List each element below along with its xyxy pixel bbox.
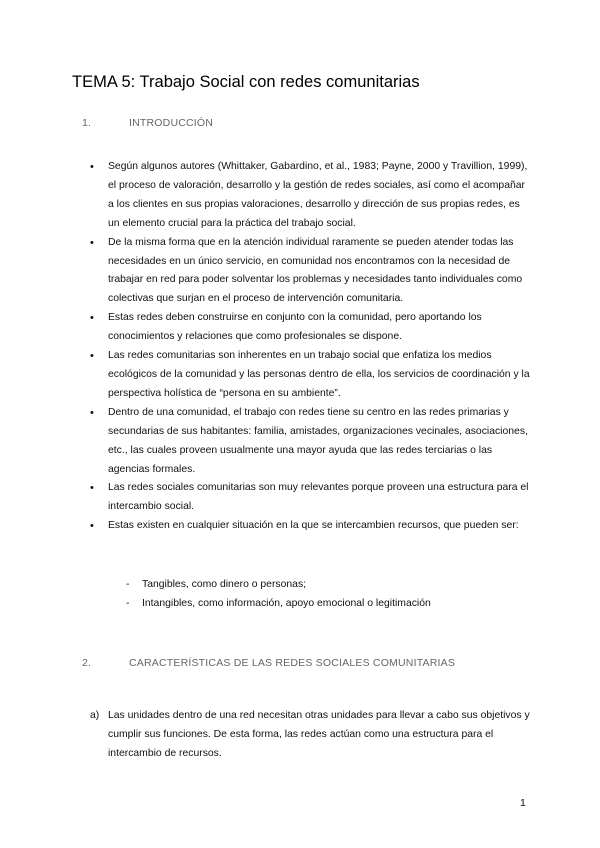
section-heading-introduccion [82,117,213,129]
section-number: 2. [82,657,92,669]
page-title: TEMA 5: Trabajo Social con redes comunitarias [72,73,420,91]
list-item: • Las redes comunitarias son inherentes en un trabajo social que enfatiza los medios ecológicos de la comunidad y las personas dentro de ella, los servicios de coordinación y la perspectiva holística de “persona en su ambiente”. [90,347,530,404]
list-item: - Intangibles, como información, apoyo emocional o legitimación [126,595,546,614]
list-item: • Las redes sociales comunitarias son muy relevantes porque proveen una estructura para el intercambio social. [90,479,530,517]
list-item-text: Estas existen en cualquier situación en la que se intercambien recursos, que pueden ser: [108,520,519,532]
section-number: 1. [82,117,92,129]
list-item: • De la misma forma que en la atención individual raramente se pueden atender todas las necesidades en un único servicio, en comunidad nos encontramos con la necesidad de trabajar en red para poder solventar los problemas y necesidades tanto individuales como colectivas que surjan en el proceso de intervención comunitaria. [90,234,530,310]
list-item-with-sublist [90,517,530,536]
page-number: 1 [520,797,526,809]
list-item: - Tangibles, como dinero o personas; [126,576,546,595]
section-title: CARACTERÍSTICAS DE LAS REDES SOCIALES COMUNITARIAS [129,657,456,669]
intro-bullet-list [90,158,530,536]
list-marker: a) [90,710,100,721]
list-item: • Dentro de una comunidad, el trabajo con redes tiene su centro en las redes primarias y secundarias de sus habitantes: familia, amistades, organizaciones vecinales, asociaciones, etc., las cuales proveen usualmente una mayor ayuda que las redes terciarias o las agencias formales. [90,404,530,480]
section-heading-caracteristicas [82,657,455,669]
resource-type-list [108,576,546,614]
list-item: • Según algunos autores (Whittaker, Gabardino, et al., 1983; Payne, 2000 y Travillion, 1999), el proceso de valoración, desarrollo y la gestión de redes sociales, así como el acompañar a los clientes en sus propias valoraciones, desarrollo y dirección de sus propias redes, es un elemento crucial para la práctica del trabajo social. [90,158,530,234]
section-title: INTRODUCCIÓN [129,117,214,129]
list-item: • Estas redes deben construirse en conjunto con la comunidad, pero aportando los conocimientos y relaciones que como profesionales se dispone. [90,309,530,347]
characteristic-text: Las unidades dentro de una red necesitan otras unidades para llevar a cabo sus objetivos y cumplir sus funciones. De esta forma, las redes actúan como una estructura para el intercambio de recursos. [108,710,530,759]
characteristic-item [90,706,530,763]
